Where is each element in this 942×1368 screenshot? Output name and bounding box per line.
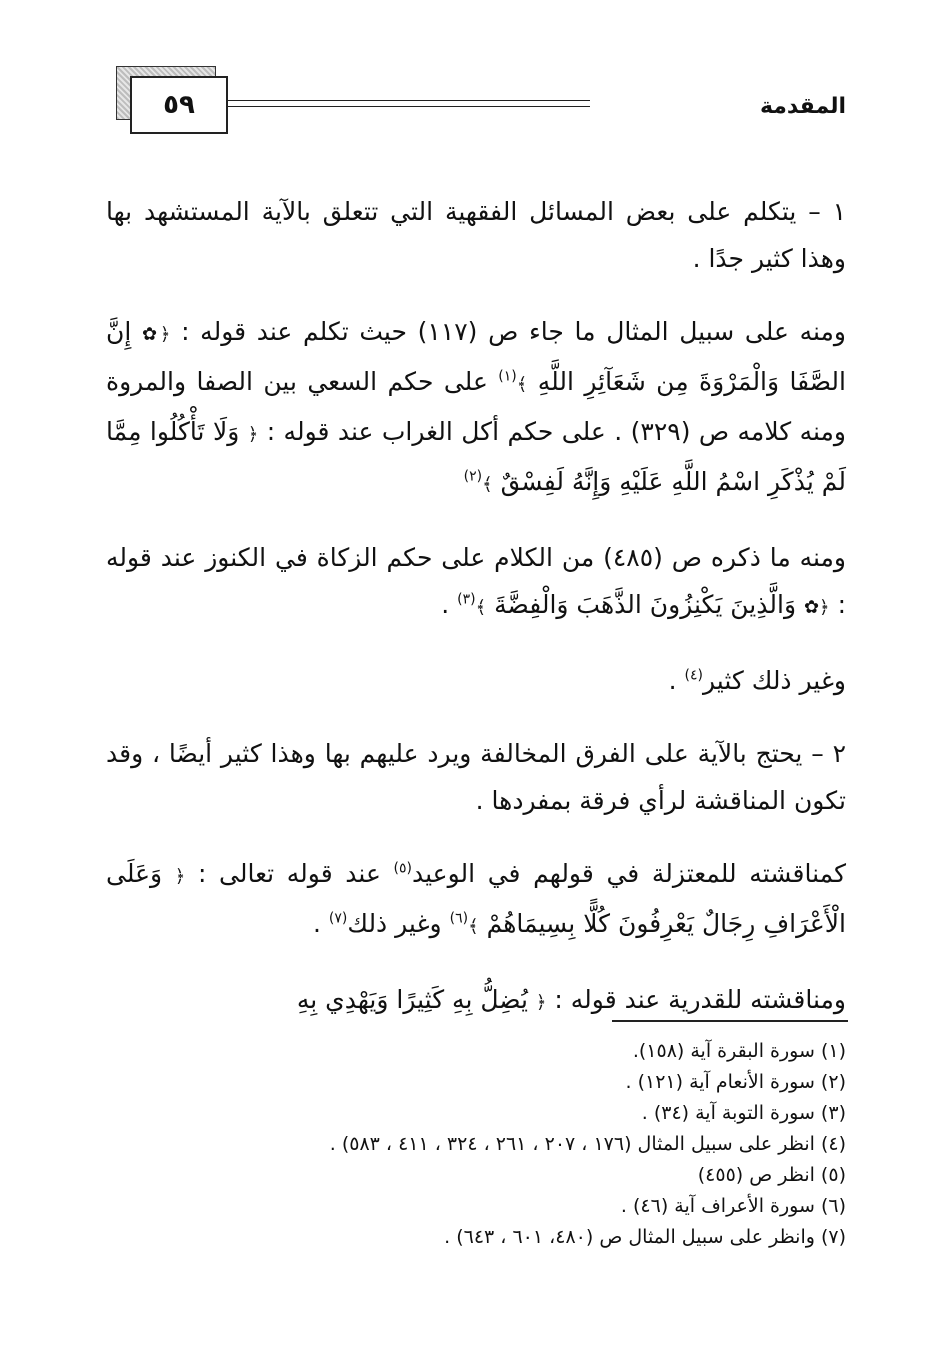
footnote: (٤) انظر على سبيل المثال (١٧٦ ، ٢٠٧ ، ٢٦١ ، ٣٢٤ ، ٤١١ ، ٥٨٣) . — [329, 1133, 846, 1155]
paragraph — [106, 976, 846, 1026]
footnote-ref: (٥) — [393, 860, 413, 877]
ornament-icon: ﴿ — [535, 992, 547, 1013]
footnote-ref: (١) — [498, 368, 517, 385]
footnote: (٣) سورة التوبة آية (٣٤) . — [641, 1102, 846, 1124]
quran-verse: وَالَّذِينَ يَكْنِزُونَ الذَّهَبَ وَالْفِضَّةَ — [494, 590, 797, 619]
header-rule-inner — [225, 106, 590, 107]
paragraph-text: عند قوله تعالى : — [197, 859, 381, 888]
paragraph-text: على حكم السعي بين الصفا والمروة — [106, 367, 488, 396]
footnote-ref: (٢) — [463, 468, 483, 485]
ornament-icon: ﴾ — [516, 374, 528, 395]
footnote: (٧) وانظر على سبيل المثال ص (٤٨٠، ٦٠١ ، ٦٤٣) . — [444, 1226, 846, 1248]
page-header — [0, 0, 942, 150]
paragraph-text: ومناقشته للقدرية عند قوله : — [554, 985, 846, 1014]
footnote: (٦) سورة الأعراف آية (٤٦) . — [620, 1195, 846, 1217]
main-text — [106, 188, 846, 1052]
paragraph-text: ومنه ما ذكره ص (٤٨٥) من الكلام على حكم الزكاة في الكنوز عند قوله : — [106, 543, 846, 619]
paragraph: ٢ – يحتج بالآية على الفرق المخالفة ويرد عليهم بها وهذا كثير أيضًا ، وقد تكون المناقشة لرأي فرقة بمفردها . — [106, 739, 846, 815]
ornament-icon: ﴿ — [174, 866, 186, 887]
ornament-icon: ﴾ — [468, 916, 479, 937]
paragraph-text: كمناقشته للمعتزلة في قولهم في الوعيد — [412, 859, 847, 888]
footnotes — [106, 1036, 846, 1253]
footnote-ref: (٤) — [684, 667, 704, 684]
quran-verse: وَعَلَى الْأَعْرَافِ رِجَالٌ يَعْرِفُونَ كُلًّا بِسِيمَاهُمْ — [106, 859, 846, 938]
ornament-icon: ﴿✿ — [142, 324, 171, 345]
footnote-ref: (٣) — [457, 591, 476, 608]
footnote: (١) سورة البقرة آية (١٥٨). — [632, 1040, 846, 1062]
paragraph: ١ – يتكلم على بعض المسائل الفقهية التي تتعلق بالآية المستشهد بها وهذا كثير جدًا . — [106, 197, 846, 273]
paragraph: وغير ذلك كثير$^{(٤)}$ . — [668, 666, 846, 695]
paragraph: كمناقشته للمعتزلة في قولهم في الوعيد$^{(٥)}$ عند قوله تعالى : ﴿ وَعَلَى الْأَعْرَافِ رِجَالٌ يَعْرِفُونَ كُلًّا بِسِيمَاهُمْ ﴾$^{(٦)}$ وغير ذلك$^{(٧)}$ . — [106, 859, 847, 938]
footnote: (٢) سورة الأنعام آية (١٢١) . — [625, 1071, 846, 1093]
footnote: (٥) انظر ص (٤٥٥) — [697, 1164, 846, 1186]
page-number: ٥٩ — [130, 76, 228, 134]
quran-verse: إِنَّ الصَّفَا وَالْمَرْوَةَ مِن شَعَآئِرِ اللَّهِ — [106, 317, 846, 396]
paragraph-text: وغير ذلك — [347, 909, 442, 938]
ornament-icon: ﴾ — [475, 597, 487, 618]
footnote-ref: (٧) — [328, 910, 348, 927]
footnote-separator — [612, 1020, 848, 1022]
paragraph: ومنه ما ذكره ص (٤٨٥) من الكلام على حكم الزكاة في الكنوز عند قوله : ﴿✿ وَالَّذِينَ يَكْنِزُونَ الذَّهَبَ وَالْفِضَّةَ ﴾$^{(٣)}$ . — [106, 543, 846, 619]
ornament-icon: ﴿ — [247, 424, 259, 445]
paragraph-text: وغير ذلك كثير — [703, 666, 846, 695]
section-title: المقدمة — [759, 94, 846, 119]
quran-verse: وَلَا تَأْكُلُوا مِمَّا لَمْ يُذْكَرِ اسْمُ اللَّهِ عَلَيْهِ وَإِنَّهُ لَفِسْقٌ — [106, 417, 846, 496]
ornament-icon: ﴿✿ — [803, 597, 830, 618]
footnote-ref: (٦) — [449, 910, 469, 927]
ornament-icon: ﴾ — [482, 474, 493, 495]
header-rule — [225, 100, 590, 101]
paragraph — [106, 308, 846, 508]
quran-verse: يُضِلُّ بِهِ كَثِيرًا وَيَهْدِي بِهِ — [296, 985, 528, 1014]
paragraph-text: ومنه على سبيل المثال ما جاء ص (١١٧) حيث تكلم عند قوله : — [181, 317, 846, 346]
paragraph-text: ومنه كلامه ص (٣٢٩) . على حكم أكل الغراب عند قوله : — [266, 417, 846, 446]
